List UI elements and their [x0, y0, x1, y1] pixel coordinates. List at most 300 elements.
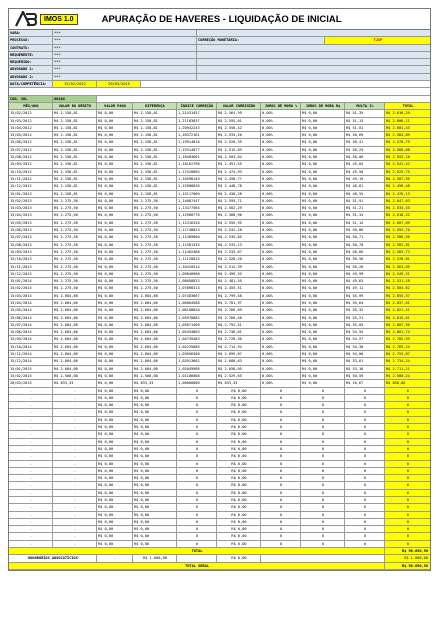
info-label: REQUERENTE: [9, 52, 53, 58]
table-cell: R$ 2.476,13 [385, 191, 430, 197]
info-filler [197, 45, 430, 51]
table-cell: R$ 0,00 [301, 322, 345, 328]
blank-cell: 0 [385, 541, 430, 547]
table-cell: 15/02/2015 [9, 373, 53, 379]
table-cell: R$ 2.275,50 [53, 285, 97, 291]
blank-cell: - [9, 461, 53, 467]
table-cell: 0,00% [261, 169, 301, 175]
table-cell: R$ 2.491,55 [217, 161, 261, 167]
table-cell: 1,03656300 [177, 351, 217, 357]
blank-cell: R$ 0,00 [97, 424, 133, 430]
table-cell: R$ 0,00 [301, 176, 345, 182]
table-cell: R$ 2.604,66 [53, 293, 97, 299]
table-row [9, 169, 430, 176]
blank-cell: 0 [345, 512, 385, 518]
table-cell: 15/02/2014 [9, 285, 53, 291]
table-row [9, 132, 430, 139]
blank-cell: - [53, 409, 97, 415]
data-table-body [9, 110, 430, 387]
blank-cell: R$ 0,00 [133, 504, 177, 510]
blank-cell: - [53, 431, 97, 437]
table-cell: 1,10420314 [177, 264, 217, 270]
table-cell: R$ 2.604,66 [53, 358, 97, 364]
table-cell: 0,00% [261, 264, 301, 270]
blank-cell: 0 [261, 431, 301, 437]
blank-cell: 0 [301, 533, 345, 539]
table-cell: 1,16598149 [177, 176, 217, 182]
table-cell: 15/11/2014 [9, 351, 53, 357]
blank-cell: R$ 0,00 [217, 424, 261, 430]
table-cell: 0,00% [261, 125, 301, 131]
blank-cell: R$ 0,00 [133, 402, 177, 408]
table-cell: R$ 0,00 [301, 198, 345, 204]
table-cell: 0,00% [261, 307, 301, 313]
table-cell: R$ 54,30 [345, 344, 385, 350]
table-cell: 1,11581335 [177, 242, 217, 248]
table-row [9, 358, 430, 365]
table-cell: R$ 2.158,81 [53, 125, 97, 131]
blank-cell: - [9, 490, 53, 496]
blank-cell: R$ 0,00 [97, 431, 133, 437]
table-cell: R$ 2.158,81 [53, 139, 97, 145]
table-cell: R$ 50,56 [345, 256, 385, 262]
blank-row [9, 468, 430, 475]
table-cell: R$ 2.275,50 [53, 212, 97, 218]
table-cell: R$ 0,00 [97, 212, 133, 218]
table-cell: 0,00% [261, 118, 301, 124]
table-cell: R$ 0,00 [97, 242, 133, 248]
table-cell: 1,19314877 [177, 147, 217, 153]
table-cell: R$ 0,00 [301, 358, 345, 364]
table-row [9, 205, 430, 212]
table-cell: R$ 2.746,81 [217, 329, 261, 335]
table-cell: R$ 2.275,50 [133, 198, 177, 204]
blank-cell: 0 [261, 490, 301, 496]
table-cell: 1,18484661 [177, 154, 217, 160]
table-cell: 1,14087447 [177, 198, 217, 204]
blank-cell: 0 [261, 541, 301, 547]
blank-cell: - [9, 446, 53, 452]
column-header: JUROS DE MORA R$ [301, 103, 345, 109]
blank-cell: 0 [261, 468, 301, 474]
blank-cell: 0 [385, 388, 430, 394]
table-cell: 1,21183837 [177, 118, 217, 124]
blank-row [9, 541, 430, 548]
table-cell: 15/05/2013 [9, 220, 53, 226]
blank-cell: R$ 0,00 [97, 512, 133, 518]
info-value: *** [53, 66, 197, 72]
table-cell: R$ 0,00 [97, 307, 133, 313]
table-cell: 1,06804568 [177, 300, 217, 306]
blank-cell: R$ 0,00 [97, 395, 133, 401]
table-cell: 1,04749483 [177, 336, 217, 342]
blank-cell: 0 [261, 424, 301, 430]
table-row [9, 147, 430, 154]
blank-cell: 0 [177, 519, 217, 525]
blank-cell: 0 [177, 431, 217, 437]
table-cell: R$ 48,55 [345, 191, 385, 197]
blank-cell: 0 [301, 526, 345, 532]
table-cell: 15/03/2013 [9, 205, 53, 211]
blank-cell: 0 [261, 533, 301, 539]
blank-cell: R$ 0,00 [217, 402, 261, 408]
blank-cell: R$ 0,00 [133, 424, 177, 430]
table-cell: 15/12/2014 [9, 358, 53, 364]
table-cell: R$ 0,00 [97, 191, 133, 197]
table-cell: R$ 2.618,22 [385, 212, 430, 218]
company-logo-icon [15, 11, 37, 27]
blank-cell: 0 [345, 409, 385, 415]
table-cell: 15/07/2014 [9, 322, 53, 328]
table-row [9, 176, 430, 183]
table-cell: R$ 2.734,24 [385, 358, 430, 364]
table-cell: 1,08058833 [177, 278, 217, 284]
table-cell: R$ 2.680,63 [217, 358, 261, 364]
blank-cell: R$ 0,00 [217, 461, 261, 467]
blank-cell: R$ 0,00 [217, 388, 261, 394]
table-cell: R$ 2.458,77 [217, 176, 261, 182]
table-cell: R$ 2.158,81 [53, 154, 97, 160]
table-cell: 0,00% [261, 329, 301, 335]
blank-cell: 0 [261, 439, 301, 445]
table-cell: R$ 0,00 [97, 220, 133, 226]
table-cell: R$ 2.604,66 [53, 366, 97, 372]
blank-cell: R$ 0,00 [97, 497, 133, 503]
table-cell: R$ 2.782,93 [385, 336, 430, 342]
table-cell: R$ 0,00 [97, 264, 133, 270]
blank-cell: 0 [385, 409, 430, 415]
blank-cell: 0 [301, 482, 345, 488]
table-cell: R$ 2.503,04 [217, 154, 261, 160]
table-cell: R$ 2.752,51 [217, 322, 261, 328]
table-cell: R$ 2.158,81 [133, 132, 177, 138]
table-cell: R$ 2.158,81 [133, 110, 177, 116]
table-cell: R$ 50,59 [345, 373, 385, 379]
blank-cell: 0 [177, 417, 217, 423]
blank-cell: 0 [261, 475, 301, 481]
table-cell: R$ 0,00 [97, 249, 133, 255]
table-cell: R$ 2.158,81 [133, 118, 177, 124]
table-cell: R$ 50,26 [345, 264, 385, 270]
table-cell: R$ 2.566,08 [385, 147, 430, 153]
table-cell: R$ 2.275,50 [133, 234, 177, 240]
table-cell: R$ 0,00 [301, 220, 345, 226]
correction-value: TJSP [325, 37, 430, 43]
table-cell: R$ 2.604,66 [53, 315, 97, 321]
blank-cell: 0 [345, 468, 385, 474]
table-cell: R$ 2.275,50 [133, 242, 177, 248]
blank-cell: 0 [385, 533, 430, 539]
blank-cell: - [53, 446, 97, 452]
table-cell: R$ 2.507,95 [385, 176, 430, 182]
table-cell: R$ 2.801,74 [385, 329, 430, 335]
table-cell: R$ 2.500,00 [53, 373, 97, 379]
start-date: 15/02/2012 [53, 81, 97, 87]
table-cell: R$ 2.799,58 [217, 293, 261, 299]
table-cell: R$ 2.525,75 [385, 169, 430, 175]
blank-cell: - [53, 468, 97, 474]
table-cell: R$ 2.275,50 [133, 271, 177, 277]
table-cell: R$ 2.158,81 [133, 176, 177, 182]
table-cell: R$ 2.604,66 [133, 322, 177, 328]
table-cell: R$ 0,00 [97, 300, 133, 306]
table-cell: 1,07483667 [177, 293, 217, 299]
table-cell: 0,00% [261, 212, 301, 218]
table-cell: R$ 2.616,29 [385, 110, 430, 116]
table-cell: R$ 0,00 [97, 271, 133, 277]
table-cell: R$ 2.158,81 [53, 132, 97, 138]
table-cell: R$ 49,99 [345, 271, 385, 277]
table-cell: R$ 2.604,66 [133, 336, 177, 342]
table-cell: R$ 0,00 [301, 242, 345, 248]
blank-cell: R$ 0,00 [133, 439, 177, 445]
info-label: ADVOGADO 1: [9, 66, 53, 72]
blank-row [9, 526, 430, 533]
table-cell: R$ 2.582,29 [217, 205, 261, 211]
blank-cell: 0 [177, 490, 217, 496]
blank-cell: R$ 0,00 [97, 409, 133, 415]
table-cell: R$ 0,00 [97, 329, 133, 335]
info-row [9, 74, 430, 81]
table-cell: R$ 2.499,33 [217, 271, 261, 277]
blank-cell: 0 [301, 409, 345, 415]
blank-cell: 0 [301, 490, 345, 496]
blank-cell: 0 [301, 453, 345, 459]
table-cell: R$ 2.769,24 [385, 344, 430, 350]
table-cell: 15/05/2014 [9, 307, 53, 313]
table-cell: R$ 2.711,21 [385, 366, 430, 372]
table-cell: R$ 2.500,00 [133, 373, 177, 379]
blank-cell: R$ 0,00 [217, 519, 261, 525]
table-cell: R$ 0,00 [301, 125, 345, 131]
table-row [9, 344, 430, 351]
table-cell: R$ 2.275,50 [53, 198, 97, 204]
blank-cell: 0 [345, 431, 385, 437]
table-cell: R$ 2.275,50 [133, 227, 177, 233]
table-cell: R$ 2.563,05 [385, 264, 430, 270]
correction-label: CORREÇÃO MONETÁRIA: [197, 37, 325, 43]
table-cell: 1,05454803 [177, 329, 217, 335]
blank-cell: - [9, 512, 53, 518]
blank-cell: - [53, 490, 97, 496]
blank-row [9, 512, 430, 519]
blank-cell: - [9, 453, 53, 459]
table-cell: R$ 2.531,18 [385, 278, 430, 284]
blank-cell: 0 [345, 446, 385, 452]
blank-row [9, 446, 430, 453]
table-cell: R$ 0,00 [301, 169, 345, 175]
table-row [9, 242, 430, 249]
table-cell: R$ 2.553,10 [385, 154, 430, 160]
table-cell: R$ 2.275,50 [53, 242, 97, 248]
blank-cell: 0 [345, 497, 385, 503]
blank-cell: 0 [177, 468, 217, 474]
blank-row [9, 417, 430, 424]
info-row [9, 59, 430, 66]
table-row [9, 329, 430, 336]
table-cell: 0,00% [261, 227, 301, 233]
table-cell: R$ 0,00 [301, 139, 345, 145]
table-cell: R$ 2.158,81 [133, 161, 177, 167]
blank-cell: R$ 0,00 [217, 490, 261, 496]
date-filler [141, 81, 430, 87]
blank-row [9, 453, 430, 460]
table-cell: R$ 2.606,11 [385, 118, 430, 124]
blank-cell: R$ 0,00 [217, 468, 261, 474]
table-cell: R$ 2.275,50 [53, 256, 97, 262]
blank-cell: 0 [385, 482, 430, 488]
blank-cell: R$ 0,00 [97, 490, 133, 496]
column-header: VALOR CORRIGIDO [217, 103, 261, 109]
table-cell: R$ 2.481,55 [217, 278, 261, 284]
table-cell: R$ 0,00 [97, 183, 133, 189]
table-cell: R$ 2.766,09 [217, 307, 261, 313]
info-filler [197, 52, 430, 58]
blank-cell: R$ 0,00 [133, 446, 177, 452]
table-cell: R$ 2.604,66 [133, 315, 177, 321]
blank-cell: - [9, 431, 53, 437]
table-cell: 15/05/2012 [9, 132, 53, 138]
blank-cell: 0 [261, 417, 301, 423]
table-cell: R$ 2.855,57 [385, 293, 430, 299]
blank-cell: - [9, 497, 53, 503]
table-cell: R$ 2.837,61 [385, 300, 430, 306]
blank-cell: 0 [261, 395, 301, 401]
info-row [9, 52, 430, 59]
blank-cell: R$ 0,00 [97, 526, 133, 532]
table-cell: R$ 2.533,07 [217, 249, 261, 255]
blank-cell: R$ 0,00 [217, 526, 261, 532]
blank-cell: 0 [261, 388, 301, 394]
blank-cell: 0 [177, 482, 217, 488]
table-cell: R$ 50,71 [345, 234, 385, 240]
blank-rows-section [9, 388, 430, 549]
table-cell: 15/12/2013 [9, 271, 53, 277]
table-cell: R$ 0,00 [97, 234, 133, 240]
table-cell: R$ 50,70 [345, 242, 385, 248]
table-row [9, 278, 430, 285]
blank-cell: R$ 0,00 [133, 409, 177, 415]
table-row [9, 256, 430, 263]
table-cell: R$ 2.728,36 [217, 336, 261, 342]
blank-cell: 0 [301, 519, 345, 525]
table-cell: R$ 2.542,28 [217, 227, 261, 233]
table-cell: R$ 2.504,62 [385, 285, 430, 291]
table-cell: R$ 49,50 [345, 169, 385, 175]
table-cell: R$ 2.275,50 [133, 220, 177, 226]
column-header-row [9, 103, 430, 110]
table-cell: 1,09840968 [177, 271, 217, 277]
blank-cell: 0 [177, 526, 217, 532]
table-cell: R$ 2.604,66 [133, 366, 177, 372]
blank-cell: 0 [345, 402, 385, 408]
blank-cell: R$ 0,00 [217, 512, 261, 518]
table-cell: 1,06188820 [177, 307, 217, 313]
blank-cell: - [53, 482, 97, 488]
table-cell: R$ 53,61 [345, 358, 385, 364]
table-cell: 0,00% [261, 220, 301, 226]
table-cell: R$ 54,00 [345, 351, 385, 357]
table-cell: R$ 2.595,71 [217, 198, 261, 204]
table-cell: 0,00% [261, 154, 301, 160]
blank-cell: R$ 0,00 [133, 533, 177, 539]
blank-cell: R$ 0,00 [133, 512, 177, 518]
blank-cell: R$ 0,00 [97, 533, 133, 539]
table-cell: R$ 2.158,81 [133, 169, 177, 175]
blank-cell: 0 [177, 446, 217, 452]
blank-cell: 0 [301, 541, 345, 547]
column-header-section [9, 96, 430, 111]
blank-cell: 0 [301, 468, 345, 474]
info-label: REQUERIDO: [9, 59, 53, 65]
blank-cell: - [53, 453, 97, 459]
blank-cell: 0 [261, 453, 301, 459]
table-cell: R$ 2.604,66 [133, 329, 177, 335]
table-cell: R$ 0,00 [97, 351, 133, 357]
total-label: TOTAL [9, 548, 385, 554]
table-cell: R$ 2.529,65 [217, 373, 261, 379]
table-row [9, 125, 430, 132]
table-row [9, 264, 430, 271]
blank-cell: 0 [177, 497, 217, 503]
table-cell: R$ 2.699,87 [217, 351, 261, 357]
table-cell: R$ 0,00 [301, 147, 345, 153]
table-row [9, 110, 430, 117]
info-row [9, 37, 430, 44]
cod-sol-row [9, 96, 430, 103]
blank-cell: 0 [261, 504, 301, 510]
table-cell: 1,12316320 [177, 220, 217, 226]
table-cell: 0,00% [261, 293, 301, 299]
blank-cell: 0 [385, 424, 430, 430]
blank-cell: - [53, 402, 97, 408]
table-cell: R$ 2.564,99 [217, 110, 261, 116]
table-cell: R$ 2.604,66 [133, 293, 177, 299]
blank-cell: 0 [385, 402, 430, 408]
blank-cell: - [9, 402, 53, 408]
blank-cell: 0 [345, 388, 385, 394]
blank-cell: - [53, 439, 97, 445]
table-cell: R$ 2.515,83 [217, 147, 261, 153]
table-row [9, 307, 430, 314]
blank-cell: - [53, 512, 97, 518]
blank-cell: 0 [345, 475, 385, 481]
blank-cell: R$ 0,00 [97, 461, 133, 467]
blank-cell: 0 [177, 453, 217, 459]
table-cell: R$ 0,00 [301, 191, 345, 197]
blank-cell: 0 [177, 424, 217, 430]
blank-cell: - [53, 388, 97, 394]
table-row [9, 161, 430, 168]
table-cell: R$ 49,84 [345, 161, 385, 167]
blank-cell: R$ 0,00 [97, 446, 133, 452]
table-cell: R$ 55,32 [345, 307, 385, 313]
table-cell: R$ 51,01 [345, 125, 385, 131]
blank-cell: 0 [345, 526, 385, 532]
blank-cell: - [9, 533, 53, 539]
table-cell: 1,13477564 [177, 205, 217, 211]
blank-cell: 0 [385, 504, 430, 510]
column-header: JUROS DE MORA % [261, 103, 301, 109]
table-cell: 0,00% [261, 322, 301, 328]
table-cell: R$ 2.647,63 [385, 198, 430, 204]
blank-cell: 0 [177, 504, 217, 510]
table-cell: 1,05671409 [177, 322, 217, 328]
table-cell: 1,07898313 [177, 285, 217, 291]
table-cell: 1,11402468 [177, 249, 217, 255]
table-cell: R$ 2.760,40 [217, 315, 261, 321]
page-title: APURAÇÃO DE HAVERES - LIQUIDAÇÃO DE INICIAL [101, 13, 342, 25]
